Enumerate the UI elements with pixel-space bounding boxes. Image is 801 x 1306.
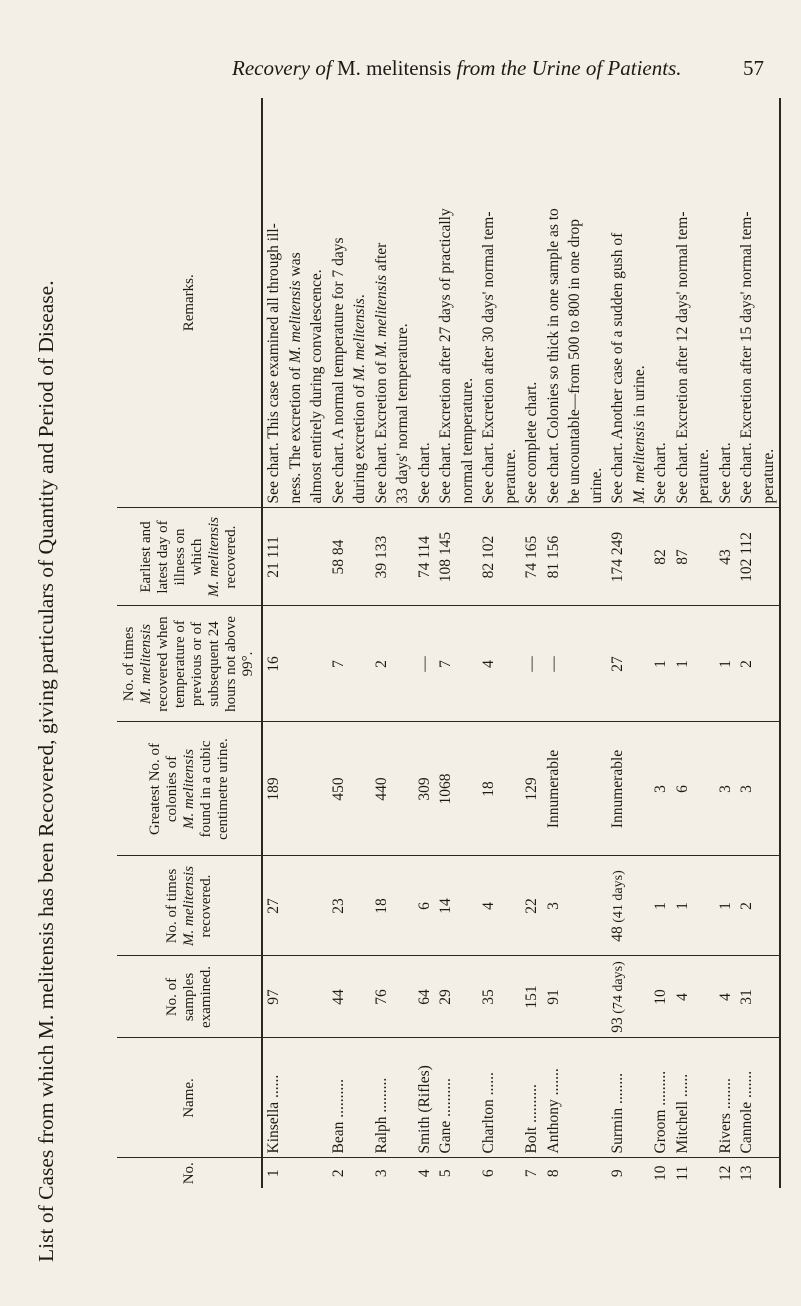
cell-name: Smith (Rifles) (415, 1065, 433, 1154)
cell-recov: 1 (673, 660, 691, 668)
cell-recov: 7 (329, 660, 347, 668)
cell-samples: 44 (329, 989, 347, 1005)
cell-times: 23 (329, 898, 347, 914)
cell-no: 7 (523, 1169, 540, 1178)
cell-remark-line: See complete chart. (523, 381, 540, 504)
cell-remark-line: See chart. (415, 442, 433, 504)
cell-remark-line: M. melitensis in urine. (630, 365, 648, 504)
cell-days: 174 249 (609, 531, 626, 583)
cell-no: 10 (652, 1165, 669, 1181)
cell-days: 82 (652, 549, 669, 565)
col-times (262, 856, 780, 956)
col-remarks (262, 98, 780, 508)
header-colonies: Greatest No. of colonies of M. melitensis found in a cubic centimetre urine. (117, 722, 262, 856)
cases-table (117, 98, 781, 1188)
cell-samples (607, 961, 650, 1034)
cell-colonies: 440 (372, 777, 390, 801)
cell-remark-line: perature. (759, 448, 777, 504)
cell-name: Surmin ........ (609, 1072, 626, 1154)
cell-recov: — (415, 656, 433, 672)
cell-colonies: 1068 (437, 773, 454, 805)
cell-times: 1 (652, 902, 669, 910)
cell-name: Gane .......... (437, 1078, 454, 1154)
cell-recov: 2 (738, 660, 755, 668)
cell-colonies: 189 (265, 777, 282, 801)
title-suffix: from the Urine of Patients. (456, 56, 682, 80)
cell-days: 74 114 (415, 535, 433, 579)
cell-samples-value: 93 (609, 1017, 626, 1033)
cell-name: Rivers ........ (716, 1078, 734, 1154)
cell-days: 21 111 (265, 536, 282, 578)
header-times: No. of times M. melitensis recovered. (117, 856, 262, 956)
cell-recov: 27 (609, 656, 626, 672)
cell-times: 18 (372, 898, 390, 914)
cell-samples: 35 (480, 989, 497, 1005)
header-name: Name. (117, 1038, 262, 1158)
title-prefix: Recovery of (232, 56, 332, 80)
cell-recov: 7 (437, 660, 454, 668)
cell-days: 58 84 (329, 539, 347, 575)
cell-samples: 151 (523, 985, 540, 1009)
cell-days: 87 (673, 549, 691, 565)
cell-remark-line: See chart. This case examined all through ill- (265, 223, 282, 504)
cell-recov: 4 (480, 660, 497, 668)
col-colonies (262, 722, 780, 856)
cell-remark-line: perature. (695, 448, 712, 504)
rotated-table (117, 98, 777, 1188)
table-body (262, 98, 780, 1188)
cell-days: 82 102 (480, 535, 497, 579)
cell-no: 6 (480, 1169, 497, 1178)
cell-days: 108 145 (437, 531, 454, 583)
col-samples (262, 956, 780, 1038)
cell-samples-note: (74 days) (611, 961, 626, 1018)
cell-days: 43 (716, 549, 734, 565)
cell-samples: 97 (265, 989, 282, 1005)
cell-name: Charlton ...... (480, 1072, 497, 1154)
col-no (262, 1158, 780, 1188)
cell-remark-line: normal temperature. (458, 377, 476, 504)
cell-days: 39 133 (372, 535, 390, 579)
cell-remark-line: See chart. Excretion of M. melitensis after (372, 242, 390, 504)
header-recovered-temp: No. of times M. melitensis recovered when temperature of previous or of subsequent 24 hours not above 99°. (117, 606, 262, 722)
cell-colonies: Innumerable (544, 749, 562, 829)
cell-no: 4 (415, 1169, 433, 1178)
cell-samples: 4 (716, 993, 734, 1001)
header-remarks: Remarks. (117, 98, 262, 508)
cell-recov: 16 (265, 656, 282, 672)
cell-colonies: 129 (523, 777, 540, 801)
cell-samples: 4 (673, 993, 691, 1001)
cell-days: 102 112 (738, 532, 755, 582)
cell-times: 22 (523, 898, 540, 914)
cell-name: Mitchell ...... (673, 1073, 691, 1154)
cell-remark-line: during excretion of M. melitensis. (351, 294, 368, 504)
cell-remark-line: See chart. (652, 442, 669, 504)
cell-colonies: 3 (652, 785, 669, 793)
col-name (262, 1038, 780, 1158)
cell-recov: 2 (372, 660, 390, 668)
cell-samples: 31 (738, 989, 755, 1005)
cell-recov: 1 (652, 660, 669, 668)
col-days (262, 508, 780, 606)
cell-remark-line: perature. (501, 448, 519, 504)
cell-no: 13 (738, 1165, 755, 1181)
cell-colonies: 309 (415, 777, 433, 801)
cell-no: 2 (329, 1169, 347, 1178)
header-samples: No. of samples examined. (117, 956, 262, 1038)
cell-no: 3 (372, 1169, 390, 1178)
cell-remark-line: ness. The excretion of M. melitensis was (286, 252, 304, 504)
cell-remark-line: almost entirely during convalescence. (308, 269, 325, 504)
table-row (262, 98, 780, 1188)
cell-times: 6 (415, 902, 433, 910)
cell-no: 8 (544, 1169, 562, 1178)
cell-colonies: 450 (329, 777, 347, 801)
cell-name: Groom ......... (652, 1070, 669, 1154)
cell-times-note: (41 days) (611, 870, 626, 927)
cell-times: 1 (716, 902, 734, 910)
cell-name: Kinsella ...... (265, 1074, 282, 1154)
cell-samples: 10 (652, 989, 669, 1005)
cell-remark-line: See chart. Excretion after 15 days' normal tem- (738, 211, 755, 504)
col-recovered-temp (262, 606, 780, 722)
cell-name: Bolt .......... (523, 1084, 540, 1154)
cell-colonies: 18 (480, 781, 497, 797)
cell-times (607, 861, 650, 952)
cell-no: 9 (609, 1169, 626, 1178)
header-days: Earliest and latest day of illness on which M. melitensis recovered. (117, 508, 262, 606)
cell-name: Cannole ....... (738, 1070, 755, 1154)
cell-times: 1 (673, 902, 691, 910)
cell-remark-line: See chart. Colonies so thick in one sample as to (544, 208, 562, 504)
cell-times: 27 (265, 898, 282, 914)
cell-remark-line: See chart. (716, 442, 734, 504)
cell-no: 5 (437, 1169, 454, 1178)
header-no: No. (117, 1158, 262, 1188)
cell-name: Bean .......... (329, 1079, 347, 1154)
cell-no: 12 (716, 1165, 734, 1181)
page-number: 57 (743, 56, 764, 80)
cell-recov: — (523, 656, 540, 672)
table-caption: List of Cases from which M. melitensis has been Recovered, giving particulars of Quantity and Period of Disease. (34, 280, 58, 1262)
cell-remark-line: See chart. Another case of a sudden gush of (609, 232, 626, 504)
cell-recov: — (544, 656, 562, 672)
cell-remark-line: urine. (587, 467, 605, 504)
header-row (117, 98, 262, 1188)
cell-no: 11 (673, 1165, 691, 1181)
cell-colonies: 3 (738, 785, 755, 793)
cell-days: 74 165 (523, 535, 540, 579)
cell-remark-line: See chart. Excretion after 27 days of practically (437, 208, 454, 504)
cell-colonies: 3 (716, 785, 734, 793)
cell-recov: 1 (716, 660, 734, 668)
cell-samples: 64 (415, 989, 433, 1005)
cell-remark-line: See chart. A normal temperature for 7 days (329, 237, 347, 504)
cell-days: 81 156 (544, 535, 562, 579)
cell-remark-line: 33 days' normal temperature. (394, 323, 411, 504)
cell-samples: 29 (437, 989, 454, 1005)
cell-remark-line: See chart. Excretion after 12 days' normal tem- (673, 211, 691, 504)
cell-colonies: Innumerable (609, 749, 626, 829)
cell-colonies: 6 (673, 785, 691, 793)
title-species: M. melitensis (336, 56, 452, 80)
cell-remark-line: See chart. Excretion after 30 days' normal tem- (480, 211, 497, 504)
cell-times: 14 (437, 898, 454, 914)
cell-samples: 91 (544, 989, 562, 1005)
cell-no: 1 (265, 1169, 282, 1178)
cell-samples: 76 (372, 989, 390, 1005)
cell-times: 4 (480, 902, 497, 910)
cell-name: Anthony ....... (544, 1068, 562, 1154)
cell-times: 2 (738, 902, 755, 910)
cell-name: Ralph ......... (372, 1077, 390, 1154)
cell-remark-line: be uncountable—from 500 to 800 in one drop (566, 218, 583, 504)
cell-times-value: 48 (609, 926, 626, 942)
cell-times: 3 (544, 902, 562, 910)
